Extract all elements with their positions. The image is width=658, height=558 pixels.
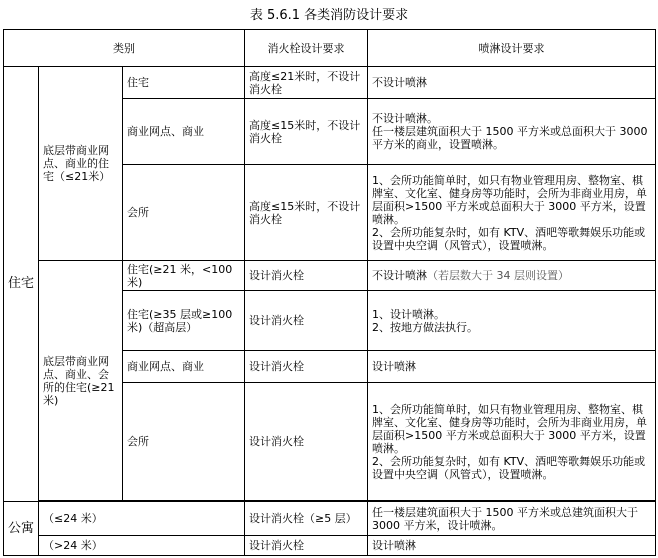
- sprinkler-cell: 设计喷淋: [368, 536, 656, 556]
- sprinkler-cell: [368, 165, 656, 261]
- hydrant-cell: 设计消火栓: [245, 261, 368, 291]
- sprinkler-cell: 设计喷淋: [368, 351, 656, 383]
- apartment-label: 公寓: [4, 502, 39, 556]
- residential-label: 住宅: [4, 67, 39, 502]
- sprinkler-text: 不设计喷淋: [372, 269, 428, 282]
- hydrant-cell: 高度≤21米时，不设计消火栓: [245, 67, 368, 99]
- header-category: 类别: [4, 30, 245, 67]
- subcategory-cell: 商业网点、商业: [123, 351, 245, 383]
- subcategory-cell: 住宅(≥21 米，<100 米): [123, 261, 245, 291]
- sprinkler-note: （若层数大于 34 层则设置）: [427, 269, 570, 282]
- hydrant-cell: 设计消火栓（≥5 层）: [245, 502, 368, 536]
- subcategory-cell: 商业网点、商业: [123, 99, 245, 165]
- hydrant-cell: 高度≤15米时，不设计消火栓: [245, 99, 368, 165]
- sprinkler-line: 2、按地方做法执行。: [372, 320, 479, 334]
- hydrant-cell: 设计消火栓: [245, 536, 368, 556]
- table-row: [4, 502, 656, 536]
- subcategory-cell: （≤24 米）: [39, 502, 245, 536]
- table-title: 表 5.6.1 各类消防设计要求: [249, 8, 409, 23]
- subcategory-cell: 会所: [123, 383, 245, 501]
- hydrant-cell: 设计消火栓: [245, 351, 368, 383]
- sprinkler-cell: [368, 261, 656, 291]
- table-row: [4, 261, 656, 291]
- group1-label: 底层带商业网点、商业的住宅（≤21米）: [39, 67, 123, 261]
- sprinkler-cell: 不设计喷淋: [368, 67, 656, 99]
- hydrant-cell: 设计消火栓: [245, 383, 368, 501]
- sprinkler-line: 2、会所功能复杂时，如有 KTV、酒吧等歌舞娱乐功能或设置中央空调（风管式），设置喷淋。: [372, 454, 646, 481]
- sprinkler-line: 2、会所功能复杂时，如有 KTV、酒吧等歌舞娱乐功能或设置中央空调（风管式），设置喷淋。: [372, 225, 646, 252]
- sprinkler-line: 任一楼层建筑面积大于 1500 平方米或总面积大于 3000 平方米的商业，设置喷淋。: [372, 125, 648, 151]
- header-hydrant: 消火栓设计要求: [245, 30, 368, 67]
- subcategory-cell: 住宅: [123, 67, 245, 99]
- sprinkler-line: 1、设计喷淋。: [372, 307, 446, 321]
- sprinkler-cell: [368, 99, 656, 165]
- group2-label: 底层带商业网点、商业、会所的住宅(≥21米): [39, 261, 123, 501]
- fire-protection-table: [3, 29, 656, 556]
- hydrant-cell: 高度≤15米时，不设计消火栓: [245, 165, 368, 261]
- subcategory-cell: 会所: [123, 165, 245, 261]
- sprinkler-line: 1、会所功能简单时，如只有物业管理用房、整物室、棋牌室、文化室、健身房等功能时，会所为非商业用房，单层面积>1500 平方米或总面积大于 3000 平方米，设置喷淋。: [372, 173, 648, 226]
- sprinkler-line: 1、会所功能简单时，如只有物业管理用房、整物室、棋牌室、文化室、健身房等功能时，会所为非商业用房，单层面积>1500 平方米或总面积大于 3000 平方米，设置喷淋。: [372, 402, 648, 455]
- header-row: [4, 30, 656, 67]
- sprinkler-cell: [368, 383, 656, 501]
- sprinkler-line: 不设计喷淋。: [372, 112, 439, 125]
- sprinkler-cell: 任一楼层建筑面积大于 1500 平方米或总建筑面积大于 3000 平方米，设计喷淋。: [368, 502, 656, 536]
- table-row: [4, 67, 656, 99]
- sprinkler-cell: [368, 291, 656, 351]
- header-sprinkler: 喷淋设计要求: [368, 30, 656, 67]
- table-row: [4, 536, 656, 556]
- subcategory-cell: （>24 米）: [39, 536, 245, 556]
- hydrant-cell: 设计消火栓: [245, 291, 368, 351]
- subcategory-cell: 住宅(≥35 层或≥100 米)（超高层）: [123, 291, 245, 351]
